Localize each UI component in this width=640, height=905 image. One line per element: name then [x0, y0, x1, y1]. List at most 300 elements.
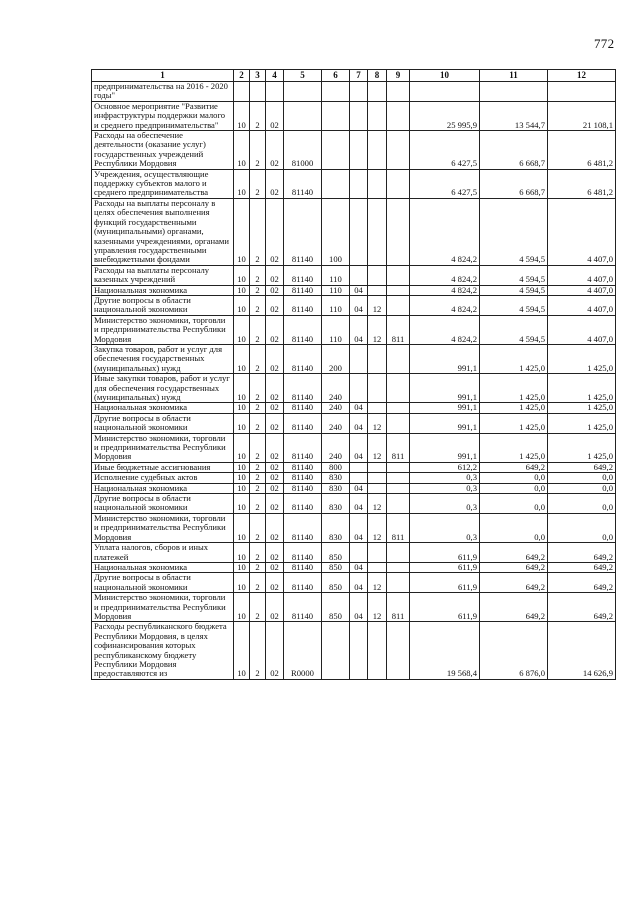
code-6-cell: 100 — [322, 198, 350, 265]
amount-year-3-cell: 4 407,0 — [548, 198, 616, 265]
table-row — [92, 101, 616, 130]
code-7-cell: 04 — [350, 295, 368, 315]
code-4-cell: 02 — [266, 344, 284, 373]
amount-year-2-cell: 649,2 — [480, 593, 548, 622]
code-6-cell: 240 — [322, 374, 350, 403]
code-9-cell — [387, 562, 410, 572]
code-4-cell: 02 — [266, 473, 284, 483]
amount-year-3-cell: 649,2 — [548, 593, 616, 622]
code-2-cell: 10 — [234, 473, 250, 483]
code-2-cell: 10 — [234, 131, 250, 170]
code-9-cell — [387, 295, 410, 315]
code-5-cell: 81140 — [284, 403, 322, 413]
amount-year-2-cell: 0,0 — [480, 483, 548, 493]
code-9-cell — [387, 462, 410, 472]
code-6-cell — [322, 82, 350, 102]
table-row — [92, 295, 616, 315]
code-4-cell: 02 — [266, 562, 284, 572]
code-5-cell: 81140 — [284, 285, 322, 295]
code-5-cell: 81140 — [284, 462, 322, 472]
code-4-cell: 02 — [266, 543, 284, 563]
amount-year-3-cell: 4 407,0 — [548, 285, 616, 295]
code-6-cell: 850 — [322, 573, 350, 593]
amount-year-3-cell: 1 425,0 — [548, 433, 616, 462]
code-2-cell: 10 — [234, 198, 250, 265]
amount-year-3-cell: 649,2 — [548, 573, 616, 593]
code-5-cell: 81140 — [284, 513, 322, 542]
code-2-cell: 10 — [234, 562, 250, 572]
code-4-cell: 02 — [266, 285, 284, 295]
code-4-cell: 02 — [266, 513, 284, 542]
code-5-cell: 81140 — [284, 593, 322, 622]
code-7-cell — [350, 622, 368, 679]
amount-year-2-cell: 1 425,0 — [480, 403, 548, 413]
code-8-cell — [368, 562, 387, 572]
amount-year-1-cell: 6 427,5 — [410, 131, 480, 170]
code-6-cell: 830 — [322, 494, 350, 514]
item-name-cell: Другие вопросы в области национальной экономики — [92, 494, 234, 514]
code-2-cell: 10 — [234, 413, 250, 433]
amount-year-3-cell: 0,0 — [548, 513, 616, 542]
column-header-6: 6 — [322, 70, 350, 82]
amount-year-2-cell: 649,2 — [480, 573, 548, 593]
code-6-cell — [322, 622, 350, 679]
code-2-cell: 10 — [234, 462, 250, 472]
amount-year-2-cell: 649,2 — [480, 462, 548, 472]
code-3-cell: 2 — [250, 543, 266, 563]
amount-year-1-cell: 4 824,2 — [410, 315, 480, 344]
table-row — [92, 315, 616, 344]
code-8-cell: 12 — [368, 295, 387, 315]
table-row — [92, 198, 616, 265]
amount-year-1-cell: 25 995,9 — [410, 101, 480, 130]
code-4-cell: 02 — [266, 403, 284, 413]
code-6-cell: 200 — [322, 344, 350, 373]
code-5-cell: 81140 — [284, 374, 322, 403]
code-7-cell: 04 — [350, 494, 368, 514]
code-6-cell: 830 — [322, 483, 350, 493]
amount-year-2-cell: 649,2 — [480, 543, 548, 563]
item-name-cell: Расходы на выплаты персоналу казенных учреждений — [92, 265, 234, 285]
code-7-cell — [350, 462, 368, 472]
item-name-cell: Другие вопросы в области национальной экономики — [92, 295, 234, 315]
code-3-cell: 2 — [250, 483, 266, 493]
amount-year-3-cell: 21 108,1 — [548, 101, 616, 130]
table-row — [92, 483, 616, 493]
amount-year-1-cell: 4 824,2 — [410, 285, 480, 295]
code-2-cell: 10 — [234, 543, 250, 563]
code-4-cell: 02 — [266, 433, 284, 462]
code-6-cell: 240 — [322, 413, 350, 433]
code-9-cell — [387, 265, 410, 285]
amount-year-2-cell: 1 425,0 — [480, 344, 548, 373]
table-row — [92, 593, 616, 622]
code-3-cell: 2 — [250, 593, 266, 622]
item-name-cell: Министерство экономики, торговли и предпринимательства Республики Мордовия — [92, 593, 234, 622]
code-5-cell — [284, 101, 322, 130]
code-8-cell — [368, 285, 387, 295]
header-row — [92, 70, 616, 82]
code-3-cell: 2 — [250, 265, 266, 285]
amount-year-2-cell: 6 668,7 — [480, 131, 548, 170]
amount-year-3-cell: 6 481,2 — [548, 131, 616, 170]
code-9-cell — [387, 169, 410, 198]
amount-year-2-cell: 4 594,5 — [480, 295, 548, 315]
amount-year-3-cell: 0,0 — [548, 473, 616, 483]
code-4-cell: 02 — [266, 573, 284, 593]
code-7-cell — [350, 101, 368, 130]
code-7-cell: 04 — [350, 593, 368, 622]
column-header-10: 10 — [410, 70, 480, 82]
code-3-cell: 2 — [250, 494, 266, 514]
code-9-cell — [387, 543, 410, 563]
code-8-cell — [368, 265, 387, 285]
page-number: 772 — [594, 36, 615, 51]
amount-year-1-cell: 611,9 — [410, 562, 480, 572]
table-row — [92, 403, 616, 413]
code-6-cell: 110 — [322, 265, 350, 285]
code-2-cell — [234, 82, 250, 102]
code-9-cell — [387, 285, 410, 295]
table-row — [92, 562, 616, 572]
code-4-cell: 02 — [266, 494, 284, 514]
code-2-cell: 10 — [234, 101, 250, 130]
code-4-cell: 02 — [266, 622, 284, 679]
code-3-cell: 2 — [250, 433, 266, 462]
code-2-cell: 10 — [234, 315, 250, 344]
code-5-cell: 81140 — [284, 413, 322, 433]
table-row — [92, 374, 616, 403]
code-7-cell — [350, 82, 368, 102]
code-8-cell: 12 — [368, 494, 387, 514]
amount-year-2-cell: 0,0 — [480, 473, 548, 483]
amount-year-2-cell: 13 544,7 — [480, 101, 548, 130]
code-8-cell — [368, 198, 387, 265]
code-2-cell: 10 — [234, 622, 250, 679]
code-5-cell: 81140 — [284, 198, 322, 265]
code-6-cell: 850 — [322, 562, 350, 572]
amount-year-1-cell: 0,3 — [410, 494, 480, 514]
item-name-cell: Учреждения, осуществляющие поддержку субъектов малого и среднего предпринимательства — [92, 169, 234, 198]
amount-year-1-cell: 4 824,2 — [410, 198, 480, 265]
code-3-cell: 2 — [250, 473, 266, 483]
code-7-cell — [350, 198, 368, 265]
table-row — [92, 82, 616, 102]
code-3-cell: 2 — [250, 513, 266, 542]
amount-year-1-cell: 611,9 — [410, 543, 480, 563]
amount-year-1-cell: 4 824,2 — [410, 265, 480, 285]
code-9-cell: 811 — [387, 315, 410, 344]
code-9-cell — [387, 494, 410, 514]
code-3-cell: 2 — [250, 622, 266, 679]
amount-year-1-cell: 0,3 — [410, 473, 480, 483]
amount-year-2-cell: 4 594,5 — [480, 265, 548, 285]
table-row — [92, 513, 616, 542]
amount-year-3-cell: 0,0 — [548, 494, 616, 514]
code-8-cell — [368, 462, 387, 472]
amount-year-3-cell: 649,2 — [548, 462, 616, 472]
code-4-cell: 02 — [266, 462, 284, 472]
code-2-cell: 10 — [234, 403, 250, 413]
code-8-cell: 12 — [368, 413, 387, 433]
amount-year-1-cell: 991,1 — [410, 403, 480, 413]
code-6-cell: 110 — [322, 315, 350, 344]
code-5-cell: 81140 — [284, 315, 322, 344]
code-9-cell — [387, 198, 410, 265]
code-5-cell: R0000 — [284, 622, 322, 679]
code-6-cell: 240 — [322, 403, 350, 413]
column-header-5: 5 — [284, 70, 322, 82]
amount-year-1-cell: 6 427,5 — [410, 169, 480, 198]
code-6-cell: 110 — [322, 285, 350, 295]
code-8-cell: 12 — [368, 573, 387, 593]
code-7-cell — [350, 265, 368, 285]
amount-year-2-cell: 1 425,0 — [480, 374, 548, 403]
amount-year-3-cell: 4 407,0 — [548, 265, 616, 285]
column-header-8: 8 — [368, 70, 387, 82]
amount-year-3-cell: 6 481,2 — [548, 169, 616, 198]
code-6-cell: 240 — [322, 433, 350, 462]
column-header-2: 2 — [234, 70, 250, 82]
code-9-cell: 811 — [387, 433, 410, 462]
code-9-cell — [387, 344, 410, 373]
item-name-cell: Национальная экономика — [92, 562, 234, 572]
amount-year-3-cell: 14 626,9 — [548, 622, 616, 679]
code-8-cell — [368, 473, 387, 483]
item-name-cell: Расходы на обеспечение деятельности (оказание услуг) государственных учреждений Республики Мордовия — [92, 131, 234, 170]
code-3-cell: 2 — [250, 285, 266, 295]
item-name-cell: Национальная экономика — [92, 285, 234, 295]
code-8-cell: 12 — [368, 433, 387, 462]
code-2-cell: 10 — [234, 483, 250, 493]
code-7-cell: 04 — [350, 513, 368, 542]
code-2-cell: 10 — [234, 295, 250, 315]
item-name-cell: предпринимательства на 2016 - 2020 годы" — [92, 82, 234, 102]
code-8-cell: 12 — [368, 593, 387, 622]
code-8-cell — [368, 403, 387, 413]
code-5-cell: 81140 — [284, 473, 322, 483]
code-5-cell: 81140 — [284, 543, 322, 563]
table-row — [92, 433, 616, 462]
item-name-cell: Другие вопросы в области национальной экономики — [92, 413, 234, 433]
code-7-cell — [350, 473, 368, 483]
code-2-cell: 10 — [234, 374, 250, 403]
code-3-cell: 2 — [250, 374, 266, 403]
amount-year-1-cell: 611,9 — [410, 593, 480, 622]
code-7-cell: 04 — [350, 413, 368, 433]
table-row — [92, 285, 616, 295]
amount-year-2-cell — [480, 82, 548, 102]
code-2-cell: 10 — [234, 265, 250, 285]
item-name-cell: Иные бюджетные ассигнования — [92, 462, 234, 472]
code-3-cell: 2 — [250, 413, 266, 433]
column-header-11: 11 — [480, 70, 548, 82]
code-9-cell — [387, 131, 410, 170]
code-7-cell: 04 — [350, 285, 368, 295]
item-name-cell: Расходы на выплаты персоналу в целях обеспечения выполнения функций государственными (муниципальными) органами, казенными учреждениями, органами управления государственными внебюджетными фондами — [92, 198, 234, 265]
code-4-cell: 02 — [266, 295, 284, 315]
column-header-3: 3 — [250, 70, 266, 82]
code-5-cell: 81140 — [284, 483, 322, 493]
code-3-cell: 2 — [250, 573, 266, 593]
code-3-cell: 2 — [250, 403, 266, 413]
code-2-cell: 10 — [234, 573, 250, 593]
code-5-cell: 81140 — [284, 295, 322, 315]
code-3-cell: 2 — [250, 169, 266, 198]
code-4-cell: 02 — [266, 265, 284, 285]
code-6-cell: 830 — [322, 473, 350, 483]
code-5-cell: 81140 — [284, 169, 322, 198]
code-4-cell: 02 — [266, 413, 284, 433]
code-6-cell — [322, 131, 350, 170]
amount-year-2-cell: 1 425,0 — [480, 413, 548, 433]
amount-year-3-cell: 4 407,0 — [548, 315, 616, 344]
code-8-cell — [368, 82, 387, 102]
code-5-cell: 81140 — [284, 562, 322, 572]
code-9-cell — [387, 483, 410, 493]
column-header-7: 7 — [350, 70, 368, 82]
amount-year-1-cell: 4 824,2 — [410, 295, 480, 315]
item-name-cell: Министерство экономики, торговли и предпринимательства Республики Мордовия — [92, 513, 234, 542]
code-7-cell: 04 — [350, 562, 368, 572]
code-7-cell — [350, 543, 368, 563]
item-name-cell: Другие вопросы в области национальной экономики — [92, 573, 234, 593]
code-3-cell: 2 — [250, 295, 266, 315]
amount-year-3-cell: 1 425,0 — [548, 374, 616, 403]
code-6-cell: 800 — [322, 462, 350, 472]
code-3-cell: 2 — [250, 101, 266, 130]
code-2-cell: 10 — [234, 494, 250, 514]
code-8-cell — [368, 169, 387, 198]
amount-year-3-cell: 1 425,0 — [548, 413, 616, 433]
code-4-cell: 02 — [266, 198, 284, 265]
table-row — [92, 573, 616, 593]
amount-year-1-cell: 19 568,4 — [410, 622, 480, 679]
table-row — [92, 473, 616, 483]
item-name-cell: Закупка товаров, работ и услуг для обеспечения государственных (муниципальных) нужд — [92, 344, 234, 373]
amount-year-2-cell: 4 594,5 — [480, 285, 548, 295]
code-9-cell — [387, 473, 410, 483]
code-2-cell: 10 — [234, 344, 250, 373]
code-7-cell: 04 — [350, 483, 368, 493]
amount-year-1-cell: 612,2 — [410, 462, 480, 472]
code-3-cell: 2 — [250, 462, 266, 472]
code-7-cell: 04 — [350, 433, 368, 462]
code-6-cell — [322, 101, 350, 130]
item-name-cell: Министерство экономики, торговли и предпринимательства Республики Мордовия — [92, 315, 234, 344]
code-5-cell: 81140 — [284, 494, 322, 514]
item-name-cell: Исполнение судебных актов — [92, 473, 234, 483]
column-header-4: 4 — [266, 70, 284, 82]
item-name-cell: Основное мероприятие "Развитие инфраструктуры поддержки малого и среднего предпринимательства" — [92, 101, 234, 130]
table-row — [92, 462, 616, 472]
amount-year-2-cell: 6 668,7 — [480, 169, 548, 198]
code-4-cell: 02 — [266, 101, 284, 130]
table-row — [92, 169, 616, 198]
code-6-cell: 830 — [322, 513, 350, 542]
code-6-cell: 850 — [322, 543, 350, 563]
amount-year-3-cell: 0,0 — [548, 483, 616, 493]
amount-year-3-cell: 1 425,0 — [548, 344, 616, 373]
code-6-cell: 110 — [322, 295, 350, 315]
amount-year-1-cell: 0,3 — [410, 513, 480, 542]
column-header-12: 12 — [548, 70, 616, 82]
table-row — [92, 413, 616, 433]
code-2-cell: 10 — [234, 513, 250, 542]
table-row — [92, 494, 616, 514]
amount-year-2-cell: 4 594,5 — [480, 198, 548, 265]
code-7-cell — [350, 344, 368, 373]
code-8-cell: 12 — [368, 513, 387, 542]
code-7-cell — [350, 131, 368, 170]
code-2-cell: 10 — [234, 593, 250, 622]
code-3-cell: 2 — [250, 198, 266, 265]
column-header-1: 1 — [92, 70, 234, 82]
column-header-9: 9 — [387, 70, 410, 82]
code-9-cell: 811 — [387, 513, 410, 542]
item-name-cell: Уплата налогов, сборов и иных платежей — [92, 543, 234, 563]
code-6-cell — [322, 169, 350, 198]
amount-year-2-cell: 1 425,0 — [480, 433, 548, 462]
code-4-cell: 02 — [266, 131, 284, 170]
code-5-cell: 81140 — [284, 265, 322, 285]
item-name-cell: Национальная экономика — [92, 403, 234, 413]
code-2-cell: 10 — [234, 433, 250, 462]
code-8-cell — [368, 483, 387, 493]
code-2-cell: 10 — [234, 169, 250, 198]
budget-table — [91, 69, 616, 680]
amount-year-3-cell: 4 407,0 — [548, 295, 616, 315]
code-2-cell: 10 — [234, 285, 250, 295]
code-4-cell — [266, 82, 284, 102]
code-3-cell: 2 — [250, 315, 266, 344]
code-9-cell — [387, 573, 410, 593]
amount-year-3-cell: 649,2 — [548, 562, 616, 572]
table-row — [92, 265, 616, 285]
code-8-cell — [368, 374, 387, 403]
code-5-cell: 81140 — [284, 573, 322, 593]
code-3-cell: 2 — [250, 562, 266, 572]
item-name-cell: Министерство экономики, торговли и предпринимательства Республики Мордовия — [92, 433, 234, 462]
code-9-cell — [387, 82, 410, 102]
code-8-cell: 12 — [368, 315, 387, 344]
amount-year-1-cell: 991,1 — [410, 374, 480, 403]
amount-year-2-cell: 0,0 — [480, 513, 548, 542]
amount-year-2-cell: 6 876,0 — [480, 622, 548, 679]
amount-year-1-cell: 991,1 — [410, 344, 480, 373]
code-5-cell — [284, 82, 322, 102]
amount-year-1-cell: 611,9 — [410, 573, 480, 593]
amount-year-3-cell — [548, 82, 616, 102]
amount-year-1-cell: 0,3 — [410, 483, 480, 493]
code-7-cell — [350, 374, 368, 403]
code-8-cell — [368, 543, 387, 563]
code-8-cell — [368, 344, 387, 373]
code-9-cell: 811 — [387, 593, 410, 622]
table-body — [92, 82, 616, 680]
amount-year-2-cell: 649,2 — [480, 562, 548, 572]
code-9-cell — [387, 374, 410, 403]
amount-year-2-cell: 0,0 — [480, 494, 548, 514]
code-3-cell: 2 — [250, 131, 266, 170]
code-4-cell: 02 — [266, 315, 284, 344]
amount-year-3-cell: 649,2 — [548, 543, 616, 563]
code-3-cell — [250, 82, 266, 102]
code-8-cell — [368, 101, 387, 130]
table-row — [92, 622, 616, 679]
amount-year-1-cell — [410, 82, 480, 102]
code-3-cell: 2 — [250, 344, 266, 373]
